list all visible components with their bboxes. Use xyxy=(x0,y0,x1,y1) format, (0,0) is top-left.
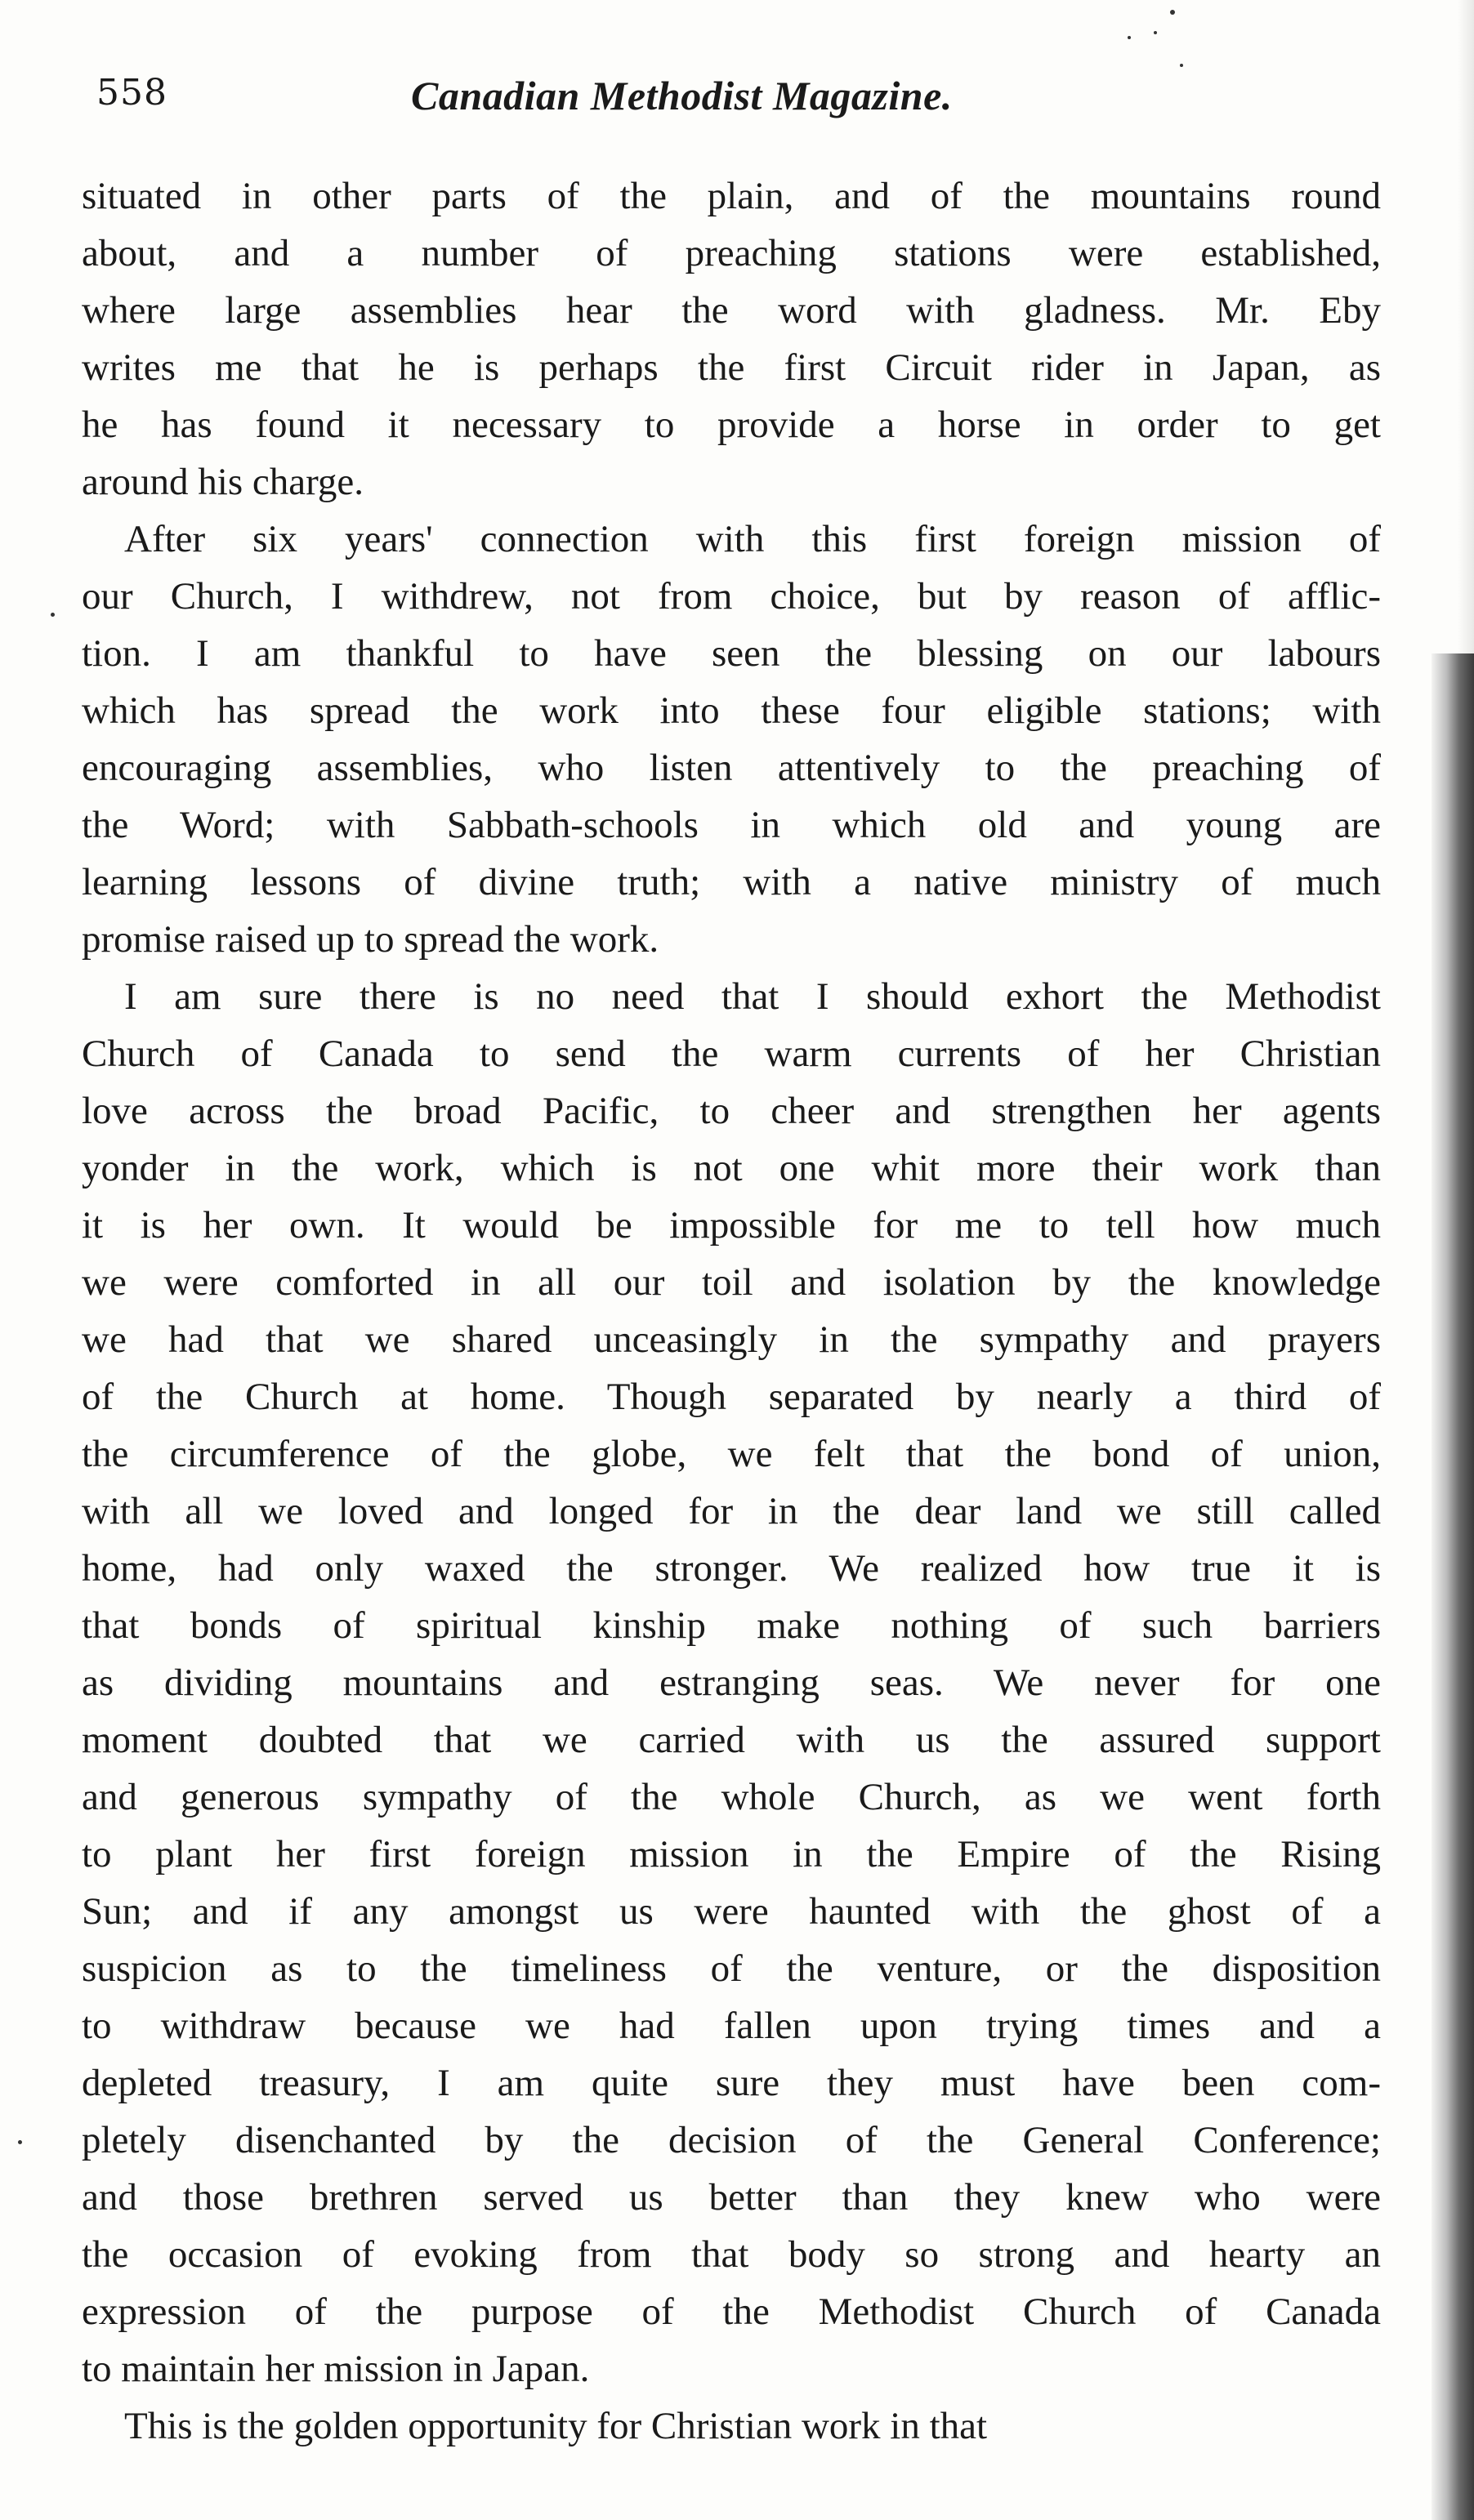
text-line: to withdraw because we had fallen upon trying times and a xyxy=(82,2005,1381,2047)
text-line: and those brethren served us better than they knew who were xyxy=(82,2176,1381,2219)
text-line: yonder in the work, which is not one whit more their work than xyxy=(82,1147,1381,1189)
page-number: 558 xyxy=(96,72,168,114)
text-line: I am sure there is no need that I should exhort the Methodist xyxy=(124,975,1381,1018)
article-body xyxy=(82,167,1381,2455)
text-line: that bonds of spiritual kinship make nothing of such barriers xyxy=(82,1604,1381,1647)
text-line: pletely disenchanted by the decision of the General Conference; xyxy=(82,2119,1381,2161)
ink-speck xyxy=(51,613,55,617)
text-line: writes me that he is perhaps the first Circuit rider in Japan, as xyxy=(82,346,1381,389)
text-line: the Word; with Sabbath-schools in which old and young are xyxy=(82,804,1381,846)
text-line: we were comforted in all our toil and isolation by the knowledge xyxy=(82,1261,1381,1304)
running-title: Canadian Methodist Magazine. xyxy=(411,73,953,118)
paragraph xyxy=(82,511,1381,968)
text-line: This is the golden opportunity for Christian work in that xyxy=(124,2405,988,2447)
paragraph xyxy=(82,968,1381,2397)
text-line: situated in other parts of the plain, and of the mountains round xyxy=(82,175,1381,217)
text-line: suspicion as to the timeliness of the venture, or the disposition xyxy=(82,1947,1381,1990)
text-line: After six years' connection with this first foreign mission of xyxy=(124,518,1381,560)
ink-speck xyxy=(1170,10,1175,15)
text-line: about, and a number of preaching stations were established, xyxy=(82,232,1381,274)
text-line: and generous sympathy of the whole Church, as we went forth xyxy=(82,1776,1381,1818)
binding-shadow-top xyxy=(1458,0,1474,653)
text-line: of the Church at home. Though separated by nearly a third of xyxy=(82,1376,1381,1418)
binding-shadow xyxy=(1432,653,1474,2520)
text-line: which has spread the work into these four eligible stations; with xyxy=(82,689,1381,732)
ink-speck xyxy=(1154,31,1157,34)
text-line: home, had only waxed the stronger. We realized how true it is xyxy=(82,1547,1381,1590)
text-line: to plant her first foreign mission in the Empire of the Rising xyxy=(82,1833,1381,1876)
paragraph xyxy=(82,167,1381,511)
text-line: promise raised up to spread the work. xyxy=(82,918,659,961)
text-line: with all we loved and longed for in the dear land we still called xyxy=(82,1490,1381,1532)
text-line: encouraging assemblies, who listen attentively to the preaching of xyxy=(82,747,1381,789)
text-line: it is her own. It would be impossible for me to tell how much xyxy=(82,1204,1381,1247)
text-line: where large assemblies hear the word with gladness. Mr. Eby xyxy=(82,289,1381,332)
text-line: the occasion of evoking from that body so strong and hearty an xyxy=(82,2233,1381,2276)
text-line: Sun; and if any amongst us were haunted with the ghost of a xyxy=(82,1890,1381,1933)
page-header xyxy=(96,72,1371,129)
paragraph xyxy=(82,2397,1381,2455)
text-line: love across the broad Pacific, to cheer and strengthen her agents xyxy=(82,1090,1381,1132)
ink-speck xyxy=(1180,64,1183,67)
text-line: moment doubted that we carried with us the assured support xyxy=(82,1719,1381,1761)
ink-speck xyxy=(18,2140,22,2144)
text-line: expression of the purpose of the Methodist Church of Canada xyxy=(82,2290,1381,2333)
text-line: around his charge. xyxy=(82,461,364,503)
text-line: our Church, I withdrew, not from choice, but by reason of afflic- xyxy=(82,575,1381,618)
text-line: Church of Canada to send the warm currents of her Christian xyxy=(82,1033,1381,1075)
text-line: he has found it necessary to provide a horse in order to get xyxy=(82,404,1381,446)
text-line: the circumference of the globe, we felt that the bond of union, xyxy=(82,1433,1381,1475)
text-line: we had that we shared unceasingly in the sympathy and prayers xyxy=(82,1318,1381,1361)
text-line: depleted treasury, I am quite sure they must have been com- xyxy=(82,2062,1381,2104)
text-line: to maintain her mission in Japan. xyxy=(82,2348,590,2390)
text-line: tion. I am thankful to have seen the blessing on our labours xyxy=(82,632,1381,675)
text-line: learning lessons of divine truth; with a native ministry of much xyxy=(82,861,1381,903)
text-line: as dividing mountains and estranging seas. We never for one xyxy=(82,1661,1381,1704)
ink-speck xyxy=(1128,36,1131,39)
